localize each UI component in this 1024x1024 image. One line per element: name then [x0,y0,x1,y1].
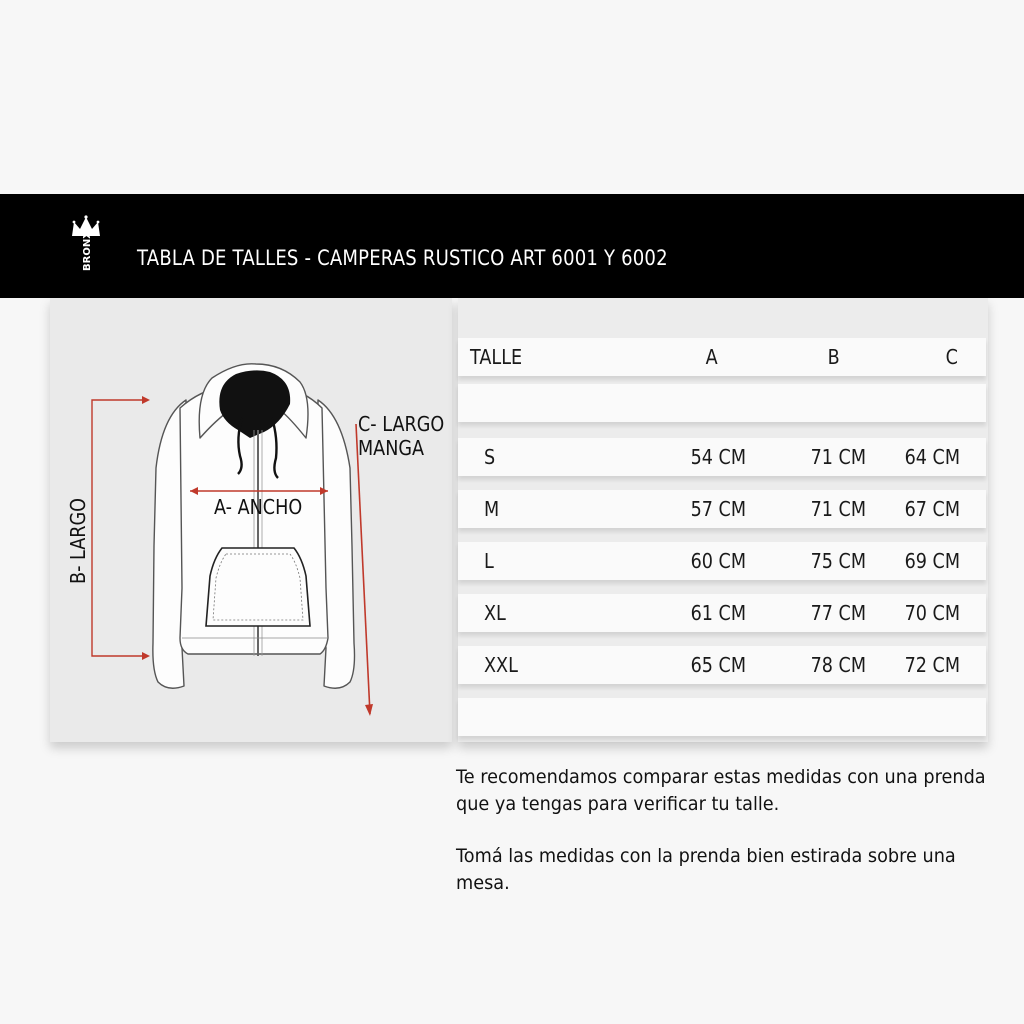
table-row [458,542,986,580]
measure-b-cell: 78 CM [810,653,866,677]
measure-c-cell: 72 CM [904,653,960,677]
size-cell: L [484,549,494,573]
label-width: A- ANCHO [214,495,303,519]
measure-c-cell: 67 CM [904,497,960,521]
table-spacer-row [458,698,986,736]
table-row [458,490,986,528]
page-title: TABLA DE TALLES - CAMPERAS RUSTICO ART 6001 Y 6002 [137,246,668,270]
size-cell: S [484,445,496,469]
measure-c-cell: 69 CM [904,549,960,573]
measure-c-cell: 70 CM [904,601,960,625]
measure-b-cell: 71 CM [810,497,866,521]
table-row [458,594,986,632]
measurement-notes [456,764,996,922]
label-sleeve-line1: C- LARGO [358,412,445,436]
jacket-drawing [50,298,452,742]
measure-b-cell: 77 CM [810,601,866,625]
kangaroo-pocket [206,548,310,626]
header-banner [0,194,1024,298]
logo-lettering: BRONX [82,231,93,271]
column-header-c: C [945,345,958,369]
column-header-a: A [705,345,718,369]
note-compare: Te recomendamos comparar estas medidas con una prenda que ya tengas para verificar tu talle. [456,766,986,815]
size-cell: XXL [484,653,518,677]
measure-a-cell: 65 CM [690,653,746,677]
table-row [458,438,986,476]
label-sleeve-line2: MANGA [358,436,425,460]
table-row [458,646,986,684]
table-header-row [458,338,986,376]
measure-c-cell: 64 CM [904,445,960,469]
brand-logo [64,214,108,274]
length-arrow [92,400,148,656]
size-cell: XL [484,601,506,625]
jacket-diagram-panel [50,298,452,742]
measure-b-cell: 75 CM [810,549,866,573]
sleeve-arrow [356,424,370,714]
table-spacer-row [458,384,986,422]
measure-b-cell: 71 CM [810,445,866,469]
measure-a-cell: 61 CM [690,601,746,625]
note-stretch: Tomá las medidas con la prenda bien estirada sobre una mesa. [456,845,956,894]
measure-a-cell: 57 CM [690,497,746,521]
column-header-b: B [827,345,840,369]
size-table [458,298,988,742]
size-cell: M [484,497,500,521]
label-length: B- LARGO [66,498,90,584]
measure-a-cell: 54 CM [690,445,746,469]
measure-a-cell: 60 CM [690,549,746,573]
column-header-talle: TALLE [470,345,523,369]
